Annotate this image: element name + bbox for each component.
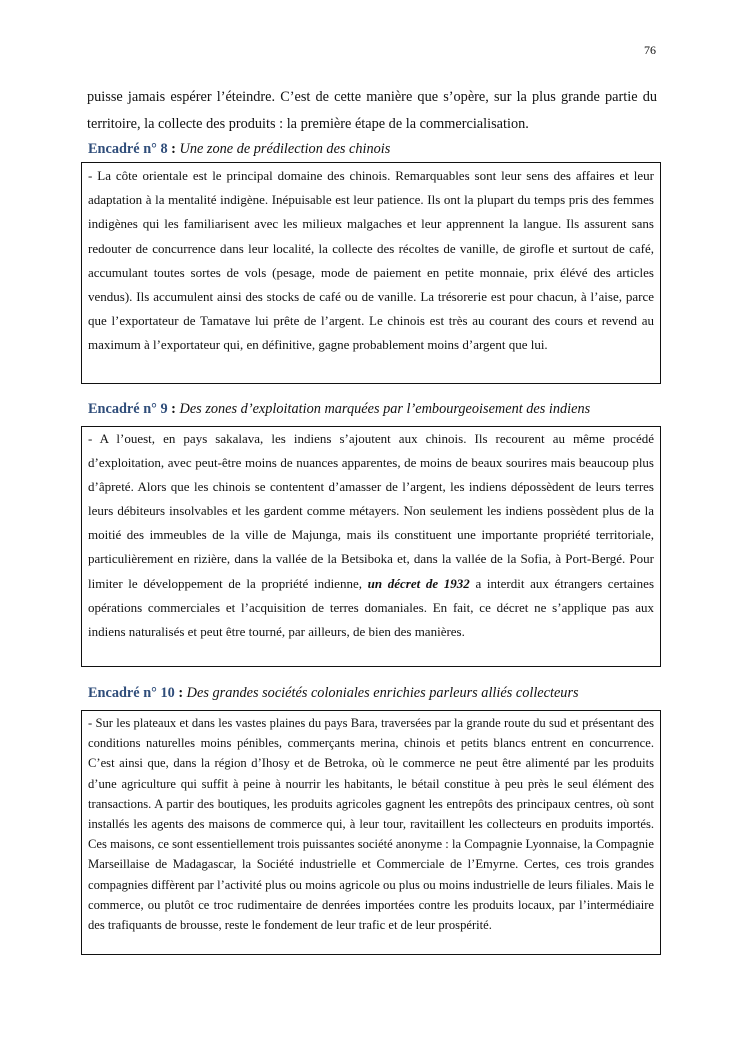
encadre-9-text-before: - A l’ouest, en pays sakalava, les indiens s’ajoutent aux chinois. Ils recourent au même procédé d’exploitation, avec peut-être moins de nuances apparentes, de moins de beaux sourires mais beaucoup plus d’âpreté. Alors que les chinois se contentent d’amasser de l’argent, les indiens dépossèdent de leurs terres leurs débiteurs insolvables et les gardent comme métayers. Non seulement les indiens possèdent plus de la moitié des immeubles de la ville de Majunga, mais ils constituent une importante propriété territoriale, particulièrement en rizière, dans la vallée de la Betsiboka et, dans la vallée de la Sofia, à Port-Bergé. Pour limiter le développement de la propriété indienne, [88,431,654,591]
encadre-8-colon: : [167,141,180,157]
encadre-9-text [88,427,654,644]
page-number: 76 [644,43,656,57]
encadre-10-heading [88,685,579,702]
encadre-9-heading [88,401,590,418]
encadre-8-title: Une zone de prédilection des chinois [179,141,391,157]
encadre-9-emphasis: un décret de 1932 [367,575,470,591]
encadre-10-title: Des grandes sociétés coloniales enrichies parleurs alliés collecteurs [186,685,579,701]
encadre-10-label: Encadré n° 10 [88,685,175,701]
encadre-9-colon: : [167,401,180,417]
encadre-8-text: - La côte orientale est le principal domaine des chinois. Remarquables sont leur sens des affaires et leur adaptation à la mentalité indigène. Inépuisable est leur patience. Ils ont la plupart du temps pris des femmes indigènes qui les familiarisent avec les milieux malgaches et leur apprennent la langue. Ils assurent sans redouter de concurrence dans leur localité, la collecte des récoltes de vanille, de girofle et surtout de café, accumulant toutes sortes de vols (pesage, mode de paiement en petite monnaie, prix élévé des articles vendus). Ils accumulent ainsi des stocks de café ou de vanille. La trésorerie est pour chacun, à l’aise, parce que l’exportateur de Tamatave lui prête de l’argent. Le chinois est très au courant des cours et revend au maximum à l’exportateur qui, en définitive, gagne probablement moins d’argent que lui. [88,168,654,353]
intro-paragraph: puisse jamais espérer l’éteindre. C’est de cette manière que s’opère, sur la plus grande partie du territoire, la collecte des produits : la première étape de la commercialisation. [87,89,657,132]
encadre-8-label: Encadré n° 8 [88,141,168,157]
encadre-8-box [81,162,661,384]
encadre-10-text: - Sur les plateaux et dans les vastes plaines du pays Bara, traversées par la grande route du sud et présentant des conditions naturelles moins pénibles, commerçants merina, chinois et petits blancs entrent en concurrence. C’est ainsi que, dans la région d’Ihosy et de Betroka, où le commerce ne peut être alimenté par les produits d’une agriculture qui suffit à peine à nourrir les habitants, le bétail constitue à peu près le seul élément des transactions. A partir des boutiques, les produits agricoles gagnent les entrepôts des principaux centres, où sont installés les agents des maisons de commerce qui, à leur tour, ravitaillent les collecteurs en produits importés. Ces maisons, ce sont essentiellement trois puissantes société anonyme : la Compagnie Lyonnaise, la Compagnie Marseillaise de Madagascar, la Société industrielle et Commerciale de l’Emyrne. Certes, ces trois grandes compagnies diffèrent par l’activité plus ou moins agricole ou plus ou moins industrielle de leurs filiales. Mais le commerce, ou plutôt ce troc rudimentaire de denrées importées contre les produits locaux, par l’intermédiaire des trafiquants de brousse, reste le fondement de leur trafic et de leur prospérité. [88,716,654,933]
encadre-9-label: Encadré n° 9 [88,401,168,417]
encadre-10-colon: : [174,685,187,701]
encadre-8-heading [88,141,390,158]
encadre-9-box [81,426,661,667]
encadre-9-text-after: a interdit aux étrangers certaines opérations commerciales et l’acquisition de terres domaniales. En fait, ce décret ne s’applique pas aux indiens naturalisés et peut être tourné, par ailleurs, de bien des manières. [88,575,655,639]
encadre-9-title: Des zones d’exploitation marquées par l’embourgeoisement des indiens [179,401,591,417]
encadre-10-box [81,710,661,955]
